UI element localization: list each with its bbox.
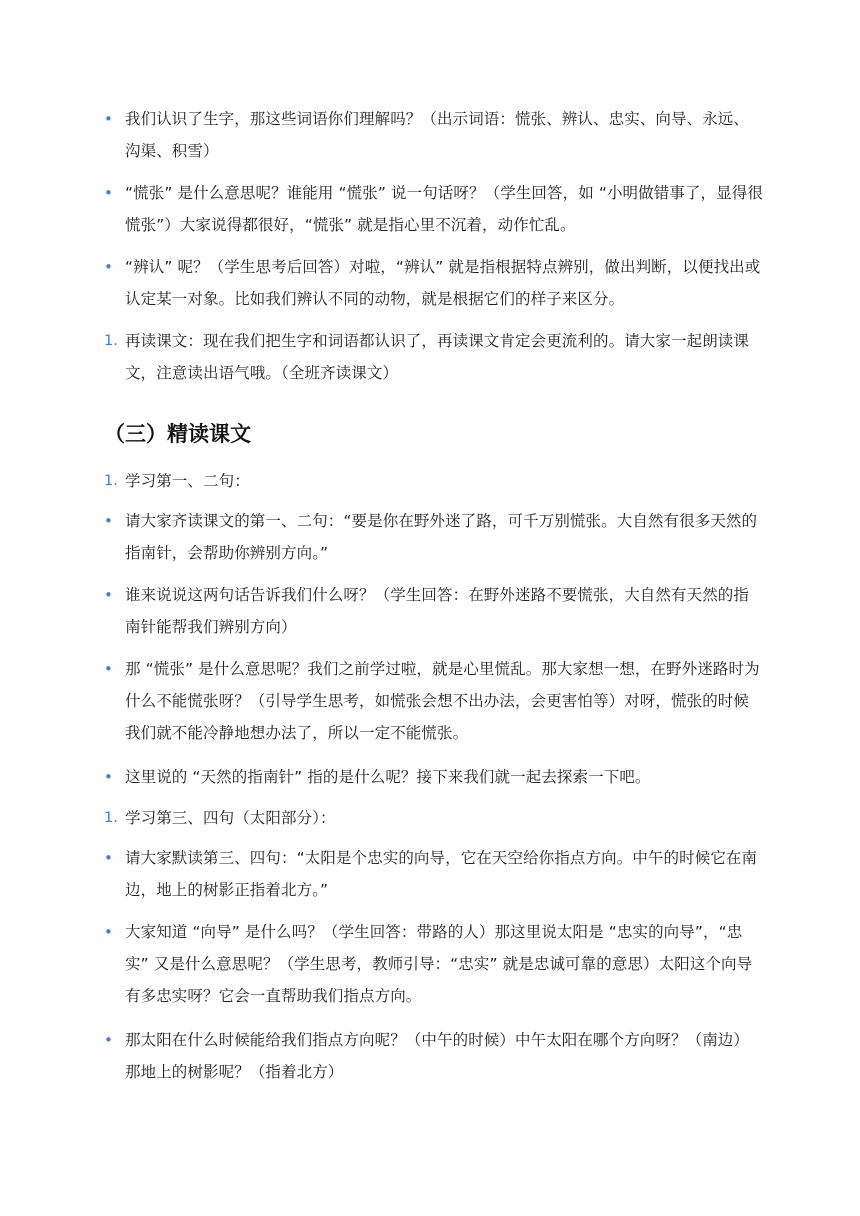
list-item (104, 177, 764, 241)
list-item-text: 谁来说说这两句话告诉我们什么呀？（学生回答：在野外迷路不要慌张，大自然有天然的指南针能帮我们辨别方向） (125, 586, 750, 636)
list-item (104, 251, 764, 315)
list-item (104, 653, 764, 749)
list-item-text: 学习第三、四句（太阳部分）： (125, 809, 336, 827)
numbered-item (104, 465, 764, 497)
list-item-text: 请大家默读第三、四句：“太阳是个忠实的向导，它在天空给你指点方向。中午的时候它在南边，地上的树影正指着北方。” (125, 849, 758, 899)
list-item-text: 请大家齐读课文的第一、二句：“要是你在野外迷了路，可千万别慌张。大自然有很多天然的指南针，会帮助你辨别方向。” (125, 512, 758, 562)
number-marker: 1. (104, 810, 118, 826)
list-item-text: 那 “慌张” 是什么意思呢？我们之前学过啦，就是心里慌乱。那大家想一想，在野外迷路时为什么不能慌张呀？（引导学生思考，如慌张会想不出办法，会更害怕等）对呀，慌张的时候我们就不能冷静地想办法了，所以一定不能慌张。 (125, 660, 760, 742)
bullet-marker: • (104, 512, 113, 530)
bullet-marker: • (104, 586, 113, 604)
bullet-marker: • (104, 110, 113, 128)
list-item-text: 学习第一、二句： (125, 472, 250, 490)
bullet-marker: • (104, 923, 113, 941)
list-item (104, 761, 764, 793)
bullet-marker: • (104, 1031, 113, 1049)
list-item-text: “慌张” 是什么意思呢？谁能用 “慌张” 说一句话呀？（学生回答，如 “小明做错事了，显得很慌张”）大家说得都很好，“慌张” 就是指心里不沉着，动作忙乱。 (125, 184, 763, 234)
bullet-marker: • (104, 849, 113, 867)
number-marker: 1. (104, 473, 118, 489)
bullet-marker: • (104, 184, 113, 202)
list-item (104, 505, 764, 569)
list-item-text: 我们认识了生字，那这些词语你们理解吗？（出示词语：慌张、辨认、忠实、向导、永远、沟渠、积雪） (125, 110, 750, 160)
numbered-item (104, 802, 764, 834)
list-item (104, 916, 764, 1012)
list-item (104, 103, 764, 167)
numbered-item (104, 325, 764, 389)
bullet-marker: • (104, 768, 113, 786)
list-item-text: 这里说的 “天然的指南针” 指的是什么呢？接下来我们就一起去探索一下吧。 (125, 768, 651, 786)
bullet-marker: • (104, 258, 113, 276)
list-item (104, 1024, 764, 1088)
list-item (104, 842, 764, 906)
bullet-marker: • (104, 660, 113, 678)
list-item-text: 再读课文：现在我们把生字和词语都认识了，再读课文肯定会更流利的。请大家一起朗读课文，注意读出语气哦。（全班齐读课文） (125, 332, 750, 382)
list-item-text: “辨认” 呢？（学生思考后回答）对啦，“辨认” 就是指根据特点辨别，做出判断，以便找出或认定某一对象。比如我们辨认不同的动物，就是根据它们的样子来区分。 (125, 258, 761, 308)
list-item (104, 579, 764, 643)
number-marker: 1. (104, 333, 118, 349)
list-item-text: 那太阳在什么时候能给我们指点方向呢？（中午的时候）中午太阳在哪个方向呀？（南边）那地上的树影呢？（指着北方） (125, 1031, 750, 1081)
list-item-text: 大家知道 “向导” 是什么吗？（学生回答：带路的人）那这里说太阳是 “忠实的向导”，“忠实” 又是什么意思呢？（学生思考，教师引导：“忠实” 就是忠诚可靠的意思）太阳这个向导有多忠实呀？它会一直帮助我们指点方向。 (125, 923, 753, 1005)
section-heading: （三）精读课文 (104, 422, 251, 446)
